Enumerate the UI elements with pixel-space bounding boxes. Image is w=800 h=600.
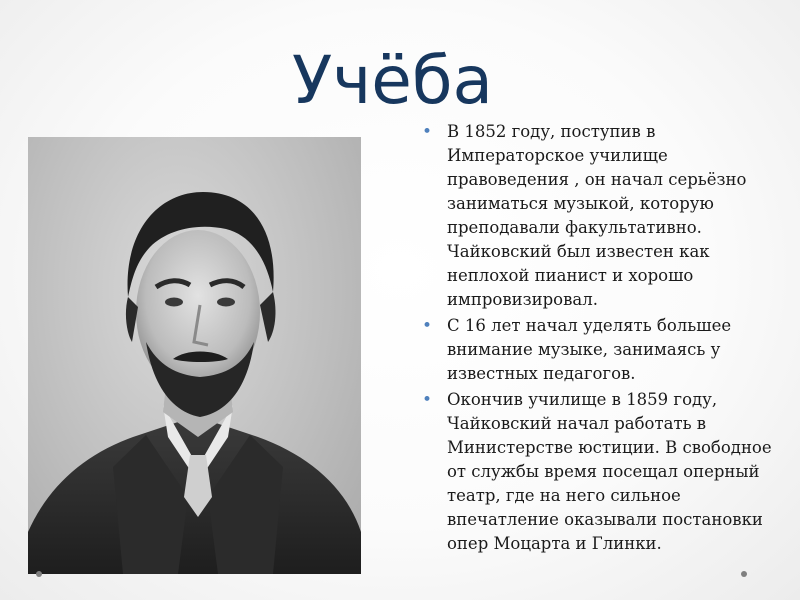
bullet-item [422,314,782,386]
bullet-item [422,120,782,312]
decorative-dot [36,571,42,577]
decorative-dot [741,571,747,577]
bullet-text: В 1852 году, поступив в Императорское училище правоведения , он начал серьёзно заниматься музыкой, которую преподавали факультативно. Чайковский был известен как неплохой пианист и хорошо импровизировал. [447,122,747,309]
bullet-text: Окончив училище в 1859 году, Чайковский начал работать в Министерстве юстиции. В свободное от службы время посещал оперный театр, где на него сильное впечатление оказывали постановки опер Моцарта и Глинки. [447,390,772,553]
bullet-item [422,388,782,556]
bullet-text: С 16 лет начал уделять большее внимание музыке, занимаясь у известных педагогов. [447,316,732,383]
bullet-list [422,120,782,558]
bullet-marker: • [422,122,433,142]
slide-title: Учёба [292,42,493,119]
bullet-marker: • [422,390,433,410]
bullet-marker: • [422,316,433,336]
portrait-illustration [28,137,361,574]
portrait-photo [28,137,361,574]
